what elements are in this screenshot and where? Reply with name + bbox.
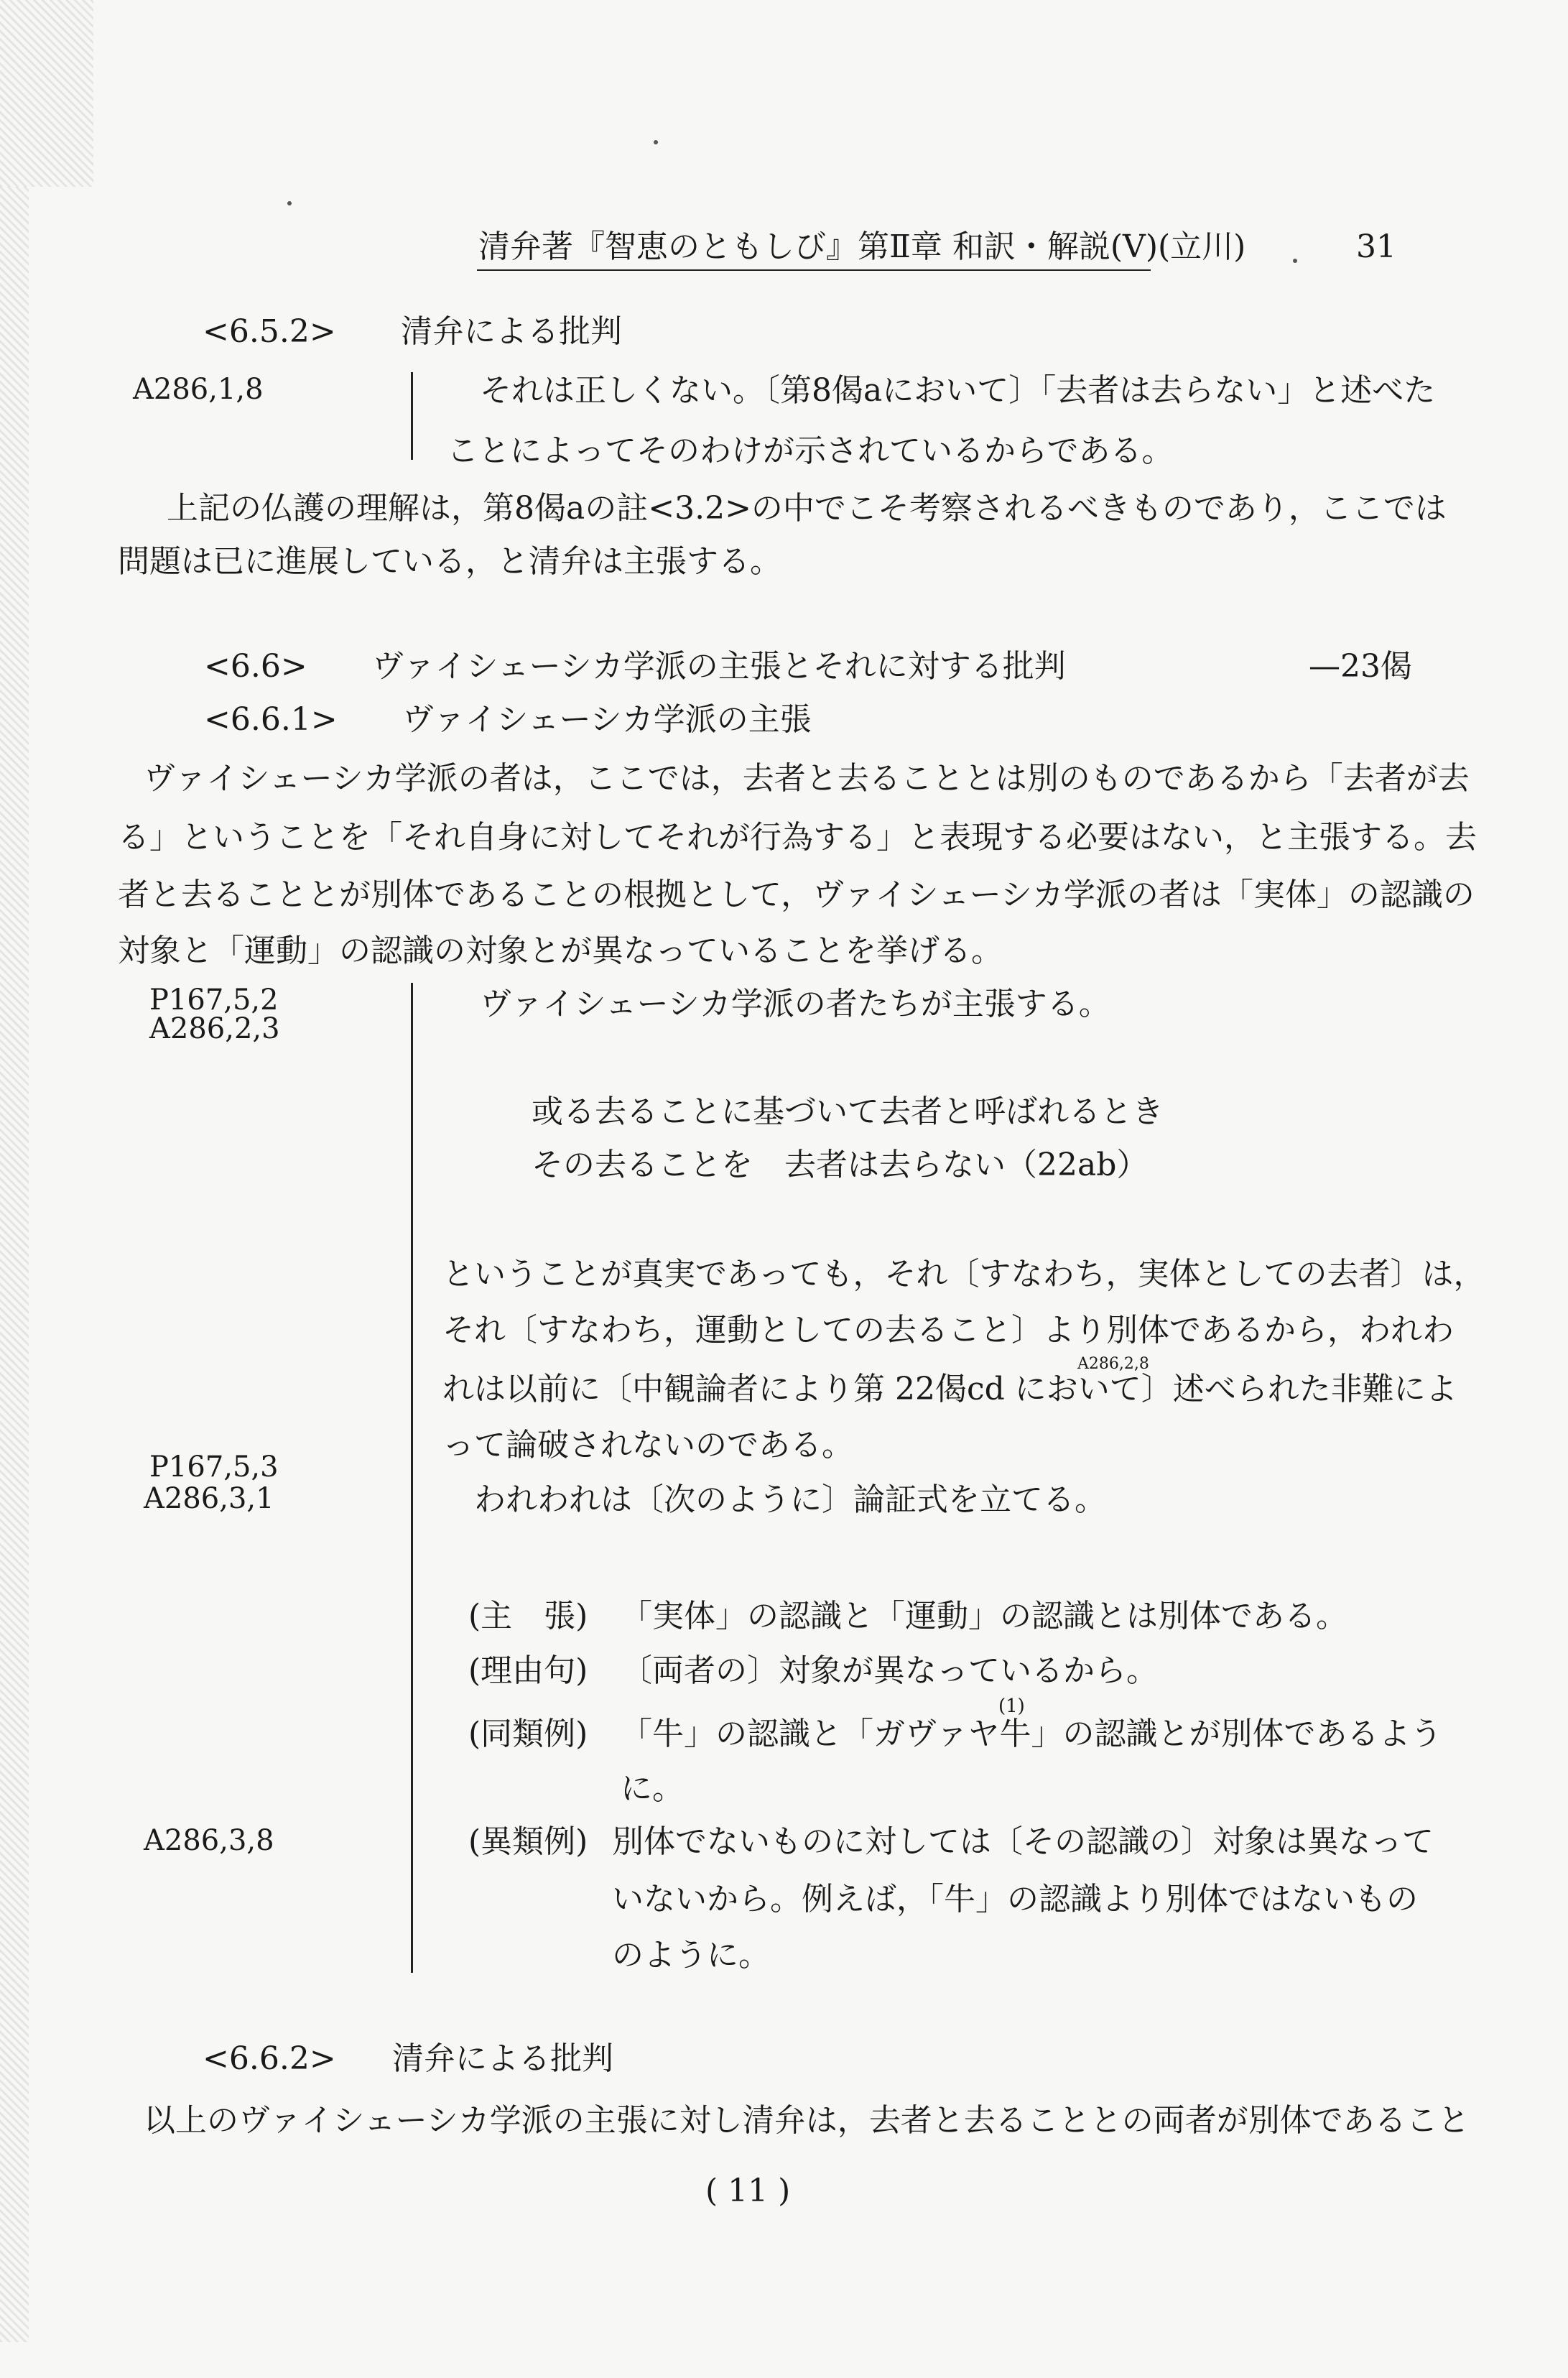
syllogism-label-reason: (理由句): [468, 1652, 588, 1689]
footer-page-label: ( 11 ): [705, 2173, 791, 2209]
inline-ref-a286-2-8: A286,2,8: [1077, 1355, 1149, 1373]
quote-bar: [411, 372, 413, 460]
section-6-6-number: <6.6>: [204, 648, 307, 685]
paragraph-line: 問題は已に進展している，と清弁は主張する。: [118, 543, 781, 580]
quote-line: それは正しくない。〔第8偈aにおいて〕「去者は去らない」と述べた: [480, 372, 1436, 409]
section-6-5-2-title: 清弁による批判: [401, 313, 622, 350]
footnote-mark-1: (1): [998, 1695, 1025, 1717]
margin-ref-p167-5-2: P167,5,2: [149, 984, 279, 1017]
paragraph-line: ヴァイシェーシカ学派の者は，ここでは，去者と去ることとは別のものであるから「去者が去: [144, 760, 1470, 797]
claim-line: ヴァイシェーシカ学派の者たちが主張する。: [480, 986, 1110, 1022]
syllogism-text-dissimilar: いないから。例えば，「牛」の認識より別体ではないもの: [612, 1881, 1418, 1917]
syllogism-label-thesis: (主 張): [468, 1598, 588, 1634]
margin-ref-a286-3-8: A286,3,8: [144, 1824, 274, 1857]
quote-line: ことによってそのわけが示されているからである。: [447, 432, 1174, 469]
paragraph-line: 以上のヴァイシェーシカ学派の主張に対し清弁は，去者と去ることとの両者が別体であること: [144, 2102, 1470, 2139]
proof-line: われわれは〔次のように〕論証式を立てる。: [474, 1481, 1106, 1518]
scan-speck: [287, 201, 292, 205]
scan-speck: [1293, 259, 1297, 263]
section-6-6-2-title: 清弁による批判: [392, 2040, 613, 2077]
section-6-6-1-title: ヴァイシェーシカ学派の主張: [402, 701, 812, 738]
paragraph-line: る」ということを「それ自身に対してそれが行為する」と表現する必要はない，と主張する。去: [118, 819, 1477, 856]
section-6-6-1-number: <6.6.1>: [204, 701, 338, 738]
quote-bar-long: [411, 983, 413, 1973]
syllogism-text-dissimilar: 別体でないものに対しては〔その認識の〕対象は異なって: [612, 1823, 1434, 1860]
paragraph-line: 上記の仏護の理解は，第8偈aの註<3.2>の中でこそ考察されるべきものであり，ここでは: [167, 490, 1447, 527]
syllogism-label-dissimilar: (異類例): [468, 1823, 588, 1860]
paragraph-line: 対象と「運動」の認識の対象とが異なっていることを挙げる。: [118, 933, 1003, 969]
margin-ref-a286-1-8: A286,1,8: [133, 373, 264, 406]
margin-ref-a286-3-1: A286,3,1: [144, 1482, 274, 1515]
body-line: って論破されないのである。: [442, 1427, 853, 1463]
section-6-6-2-number: <6.6.2>: [203, 2040, 336, 2077]
syllogism-text-dissimilar: のように。: [612, 1937, 770, 1974]
syllogism-text-similar: 「牛」の認識と「ガヴァヤ牛」の認識とが別体であるよう: [621, 1716, 1442, 1752]
verse-line: その去ることを 去者は去らない（22ab）: [532, 1147, 1149, 1183]
verse-line: 或る去ることに基づいて去者と呼ばれるとき: [532, 1093, 1164, 1130]
scan-edge-top: [0, 0, 93, 187]
body-line: ということが真実であっても，それ〔すなわち，実体としての去者〕は，: [442, 1256, 1485, 1292]
paragraph-line: 者と去ることとが別体であることの根拠として，ヴァイシェーシカ学派の者は「実体」の認識の: [118, 876, 1475, 913]
scan-edge-left: [0, 187, 29, 2342]
margin-ref-p167-5-3: P167,5,3: [149, 1451, 279, 1484]
body-line: れは以前に〔中観論者により第 22偈cd において〕述べられた非難によ: [442, 1371, 1457, 1407]
margin-ref-a286-2-3: A286,2,3: [149, 1012, 280, 1045]
section-6-5-2-number: <6.5.2>: [203, 313, 336, 350]
section-6-6-title: ヴァイシェーシカ学派の主張とそれに対する批判: [372, 648, 1066, 685]
header-underline: [477, 269, 1151, 271]
syllogism-label-similar: (同類例): [468, 1716, 588, 1752]
running-header-title: 清弁著『智恵のともしび』第Ⅱ章 和訳・解説(Ⅴ)(立川): [478, 228, 1246, 265]
body-line: それ〔すなわち，運動としての去ること〕より別体であるから，われわ: [442, 1312, 1454, 1348]
syllogism-text-reason: 〔両者の〕対象が異なっているから。: [621, 1652, 1158, 1689]
section-6-6-verse-ref: —23偈: [1309, 648, 1412, 685]
scan-speck: [654, 140, 658, 144]
page-number: 31: [1356, 228, 1396, 265]
syllogism-text-similar-cont: に。: [621, 1770, 684, 1807]
syllogism-text-thesis: 「実体」の認識と「運動」の認識とは別体である。: [621, 1598, 1347, 1634]
